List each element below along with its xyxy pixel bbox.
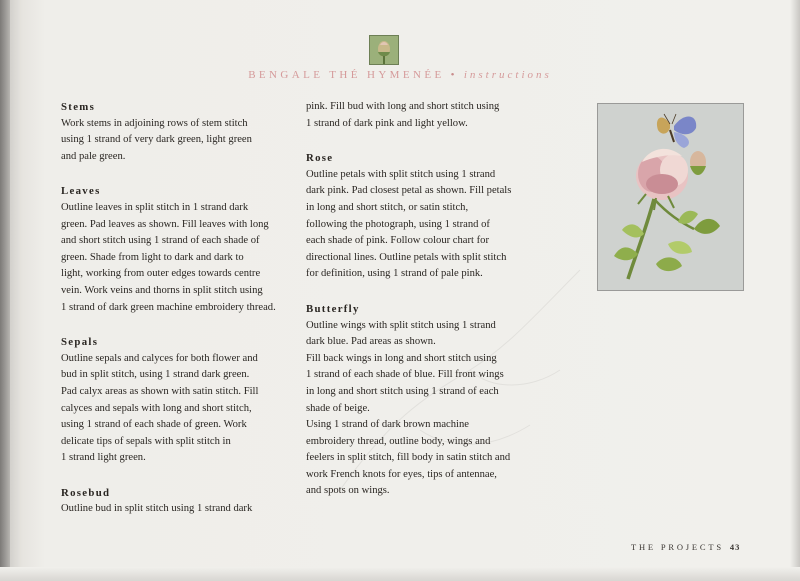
column-left bbox=[61, 99, 296, 536]
page-footer bbox=[631, 542, 740, 552]
section-body: Outline leaves in split stitch in 1 strand dark green. Pad leaves as shown. Fill leaves with long and short stitch using 1 strand of each shade of green. Shade from light to dark and dark to light, working from outer edges towards centre vein. Work veins and thorns in split stitch using 1 strand of dark green machine embroidery thread. bbox=[61, 201, 276, 313]
section-body: Work stems in adjoining rows of stem stitch using 1 strand of very dark green, light green and pale green. bbox=[61, 117, 252, 162]
header-separator: • bbox=[450, 69, 458, 81]
section-leaves bbox=[61, 183, 296, 316]
header-subtitle: instructions bbox=[463, 69, 552, 81]
page-edge-right bbox=[790, 0, 800, 581]
section-body: Outline petals with split stitch using 1 strand dark pink. Pad closest petal as shown. Fill petals in long and short stitch, or satin stitch, following the photograph, using 1 strand of each shade of pink. Follow colour chart for directional lines. Outline petals with split stitch for definition, using 1 strand of pale pink. bbox=[306, 168, 512, 280]
section-rosebud bbox=[61, 485, 296, 518]
section-sepals bbox=[61, 334, 296, 467]
section-heading: Rose bbox=[306, 152, 334, 165]
rose-butterfly-illustration bbox=[598, 104, 743, 290]
book-spine-shadow bbox=[0, 0, 10, 581]
section-heading: Leaves bbox=[61, 185, 101, 198]
section-heading: Butterfly bbox=[306, 302, 360, 315]
section-butterfly bbox=[306, 301, 551, 500]
section-stems bbox=[61, 99, 296, 165]
section-body: Outline bud in split stitch using 1 strand dark bbox=[61, 503, 253, 515]
continuation-text: pink. Fill bud with long and short stitch using 1 strand of dark pink and light yellow. bbox=[306, 101, 500, 129]
section-body: Outline sepals and calyces for both flower and bud in split stitch, using 1 strand dark green. Pad calyx areas as shown with satin stitch. Fill calyces and sepals with long and short stitch, using 1 strand of each shade of green. Work delicate tips of sepals with split stitch in 1 strand light green. bbox=[61, 352, 259, 464]
column-right bbox=[306, 99, 551, 518]
section-heading: Stems bbox=[61, 101, 96, 113]
page-header bbox=[0, 69, 800, 81]
section-body: Outline wings with split stitch using 1 strand dark blue. Pad areas as shown. Fill back wings in long and short stitch using 1 strand of each shade of blue. Fill front wings in long and short stitch using 1 strand of each shade of beige. Using 1 strand of dark brown machine embroidery thread, outline body, wings and feelers in split stitch, fill body in satin stitch and work French knots for eyes, tips of antennae, and spots on wings. bbox=[306, 319, 511, 497]
section-heading: Rosebud bbox=[61, 486, 111, 499]
embroidery-photo bbox=[597, 103, 744, 291]
page-number: 43 bbox=[729, 542, 741, 552]
header-title: BENGALE THÉ HYMENÉE bbox=[248, 69, 445, 81]
rosebud-icon bbox=[369, 35, 399, 65]
section-heading: Sepals bbox=[61, 336, 99, 349]
footer-section-label: THE PROJECTS bbox=[631, 542, 724, 552]
section-rosebud-continued bbox=[306, 99, 551, 132]
page-edge-bottom bbox=[0, 567, 800, 581]
section-rose bbox=[306, 150, 551, 283]
